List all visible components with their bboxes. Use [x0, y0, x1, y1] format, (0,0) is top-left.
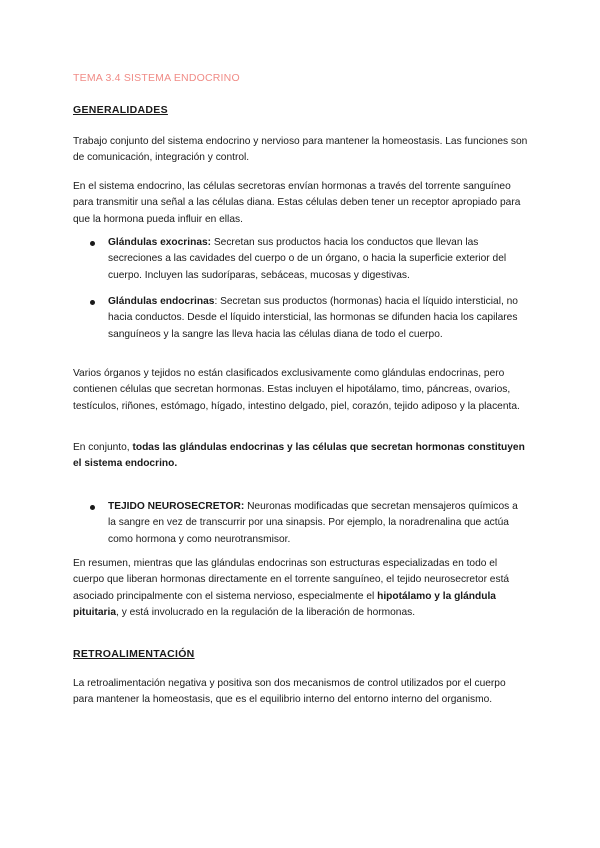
- section-heading-generalidades: GENERALIDADES: [73, 104, 168, 116]
- paragraph-intro: Trabajo conjunto del sistema endocrino y nervioso para mantener la homeostasis. Las funciones son de comunicación, integración y control.: [73, 136, 528, 164]
- paragraph-en-conjunto: [73, 440, 528, 473]
- paragraph-feedback: La retroalimentación negativa y positiva son dos mecanismos de control utilizados por el cuerpo para mantener la homeostasis, que es el equilibrio interno del entorno interno del organismo.: [73, 678, 506, 706]
- document-title: TEMA 3.4 SISTEMA ENDOCRINO: [73, 72, 240, 84]
- paragraph-other-organs: Varios órganos y tejidos no están clasificados exclusivamente como glándulas endocrinas, pero contienen células que secretan hormonas. Estas incluyen el hipotálamo, timo, páncreas, ovarios, testículos, riñones, estómago, hígado, intestino delgado, piel, corazón, tejido adiposo y la placenta.: [73, 368, 520, 412]
- bullet-dot: [90, 300, 95, 305]
- bullet-dot: [90, 505, 95, 510]
- bullet-label: Glándulas endocrinas: [108, 296, 215, 307]
- paragraph-endocrine-system: En el sistema endocrino, las células secretoras envían hormonas a través del torrente sanguíneo para transmitir una señal a las células diana. Estas células deben tener un receptor apropiado para que la hormona pueda influir en ellas.: [73, 181, 521, 225]
- bullet-body: : Secretan sus productos (hormonas) hacia el líquido intersticial, no hacia conductos. Desde el líquido intersticial, las hormonas se difunden hacia los capilares sanguíneos y la sangre las lleva hacia las células diana de todo el cuerpo.: [108, 296, 518, 340]
- bullet-dot: [90, 241, 95, 246]
- bullet-body: Secretan sus productos hacia los conductos que llevan las secreciones a las cavidades del cuerpo o de un órgano, o hacia la superficie exterior del cuerpo. Incluyen las sudoríparas, sebáceas, mucosas y digestivas.: [108, 237, 507, 281]
- paragraph-suffix: , y está involucrado en la regulación de la liberación de hormonas.: [116, 606, 416, 618]
- paragraph-bold: hipotálamo y la glándula pituitaria: [73, 590, 496, 618]
- paragraph-prefix: En conjunto,: [73, 442, 133, 453]
- paragraph-bold: todas las glándulas endocrinas y las células que secretan hormonas constituyen el sistema endocrino.: [73, 442, 525, 470]
- bullet-label: Glándulas exocrinas:: [108, 237, 212, 248]
- bullet-text: [108, 235, 528, 284]
- bullet-body: Neuronas modificadas que secretan mensajeros químicos a la sangre en vez de transcurrir por una sinapsis. Por ejemplo, la noradrenalina que actúa como hormona y como neurotransmisor.: [108, 501, 518, 545]
- bullet-text: [108, 499, 528, 548]
- bullet-label: TEJIDO NEUROSECRETOR:: [108, 501, 245, 512]
- paragraph-prefix: En resumen, mientras que las glándulas endocrinas son estructuras especializadas en todo el cuerpo que liberan hormonas directamente en el torrente sanguíneo, el tejido neurosecretor está asociado principalmente con el sistema nervioso, especialmente el: [73, 558, 510, 602]
- section-heading-retroalimentacion: RETROALIMENTACIÓN: [73, 648, 195, 660]
- paragraph-summary: [73, 556, 528, 621]
- bullet-text: [108, 294, 528, 343]
